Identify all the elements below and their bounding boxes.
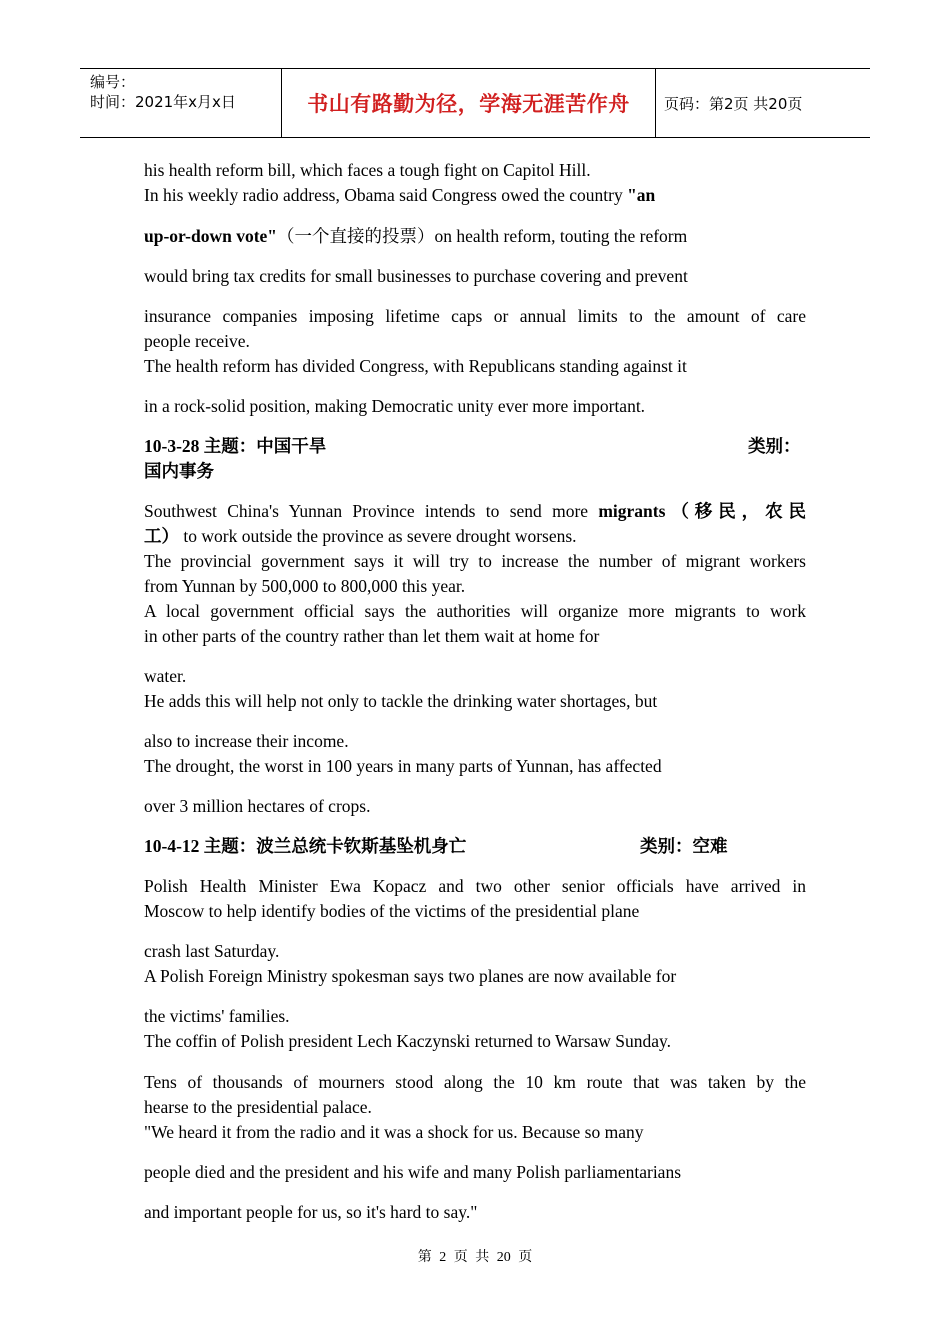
page-footer: 第 2 页 共 20 页 — [417, 1250, 533, 1265]
body-line: Polish Health Minister Ewa Kopacz and two other senior officials have arrived in — [144, 876, 806, 896]
body-line: The provincial government says it will try to increase the number of migrant workers — [144, 551, 806, 571]
body-line: crash last Saturday. — [144, 941, 280, 961]
body-line — [144, 524, 806, 549]
section-category-label: 类别： — [748, 436, 801, 456]
body-line: "We heard it from the radio and it was a shock for us. Because so many — [144, 1122, 644, 1142]
body-line: The coffin of Polish president Lech Kaczynski returned to Warsaw Sunday. — [144, 1031, 672, 1051]
body-line: the victims' families. — [144, 1006, 290, 1026]
text-run: In his weekly radio address, Obama said Congress owed the country — [144, 185, 628, 205]
body-line: A local government official says the authorities will organize more migrants to work — [144, 601, 806, 621]
term-bold: up-or-down vote" — [144, 226, 278, 246]
body-line: in other parts of the country rather than let them wait at home for — [144, 626, 600, 646]
section-heading — [144, 434, 806, 459]
body-line: hearse to the presidential palace. — [144, 1097, 372, 1117]
body-line: water. — [144, 666, 187, 686]
date-label: 时间：2021年x月x日 — [90, 93, 236, 111]
body-line: also to increase their income. — [144, 731, 349, 751]
header-motto: 书山有路勤为径，学海无涯苦作舟 — [281, 69, 656, 137]
serial-number-label: 编号： — [90, 73, 136, 91]
body-line: and important people for us, so it's hard to say." — [144, 1202, 478, 1222]
body-line — [144, 183, 806, 208]
body-line: The drought, the worst in 100 years in many parts of Yunnan, has affected — [144, 756, 662, 776]
body-line: A Polish Foreign Ministry spokesman says two planes are now available for — [144, 966, 677, 986]
header-meta — [90, 72, 280, 112]
body-line: his health reform bill, which faces a tough fight on Capitol Hill. — [144, 160, 591, 180]
body-line: Tens of thousands of mourners stood along the 10 km route that was taken by the — [144, 1072, 806, 1092]
body-line — [144, 224, 806, 249]
body-line: The health reform has divided Congress, with Republicans standing against it — [144, 356, 687, 376]
body-line: from Yunnan by 500,000 to 800,000 this year. — [144, 576, 466, 596]
section-category-value: 国内事务 — [144, 461, 214, 481]
page-header — [80, 68, 870, 138]
text-run: Southwest China's Yunnan Province intends to send more — [144, 501, 599, 521]
body-line: would bring tax credits for small businesses to purchase covering and prevent — [144, 266, 688, 286]
quote-bold: "an — [627, 185, 656, 205]
body-line: Moscow to help identify bodies of the victims of the presidential plane — [144, 901, 640, 921]
body-line: over 3 million hectares of crops. — [144, 796, 371, 816]
term-bold: 工） — [144, 526, 179, 546]
body-line: in a rock-solid position, making Democratic unity ever more important. — [144, 396, 646, 416]
section-date-topic: 10-4-12 主题：波兰总统卡钦斯基坠机身亡 — [144, 836, 467, 856]
text-run: to work outside the province as severe drought worsens. — [179, 526, 577, 546]
body-line: people receive. — [144, 331, 250, 351]
body-line: people died and the president and his wife and many Polish parliamentarians — [144, 1162, 682, 1182]
section-category-label: 类别：空难 — [640, 836, 728, 856]
body-line — [144, 499, 806, 524]
term-bold: migrants（移民，农民 — [598, 501, 806, 521]
section-heading — [144, 834, 806, 859]
text-run: （一个直接的投票）on health reform, touting the reform — [277, 226, 688, 246]
section-date-topic: 10-3-28 主题：中国干旱 — [144, 436, 327, 456]
header-page-info: 页码：第2页 共20页 — [664, 94, 803, 113]
body-line: insurance companies imposing lifetime caps or annual limits to the amount of care — [144, 306, 806, 326]
body-line: He adds this will help not only to tackle the drinking water shortages, but — [144, 691, 658, 711]
